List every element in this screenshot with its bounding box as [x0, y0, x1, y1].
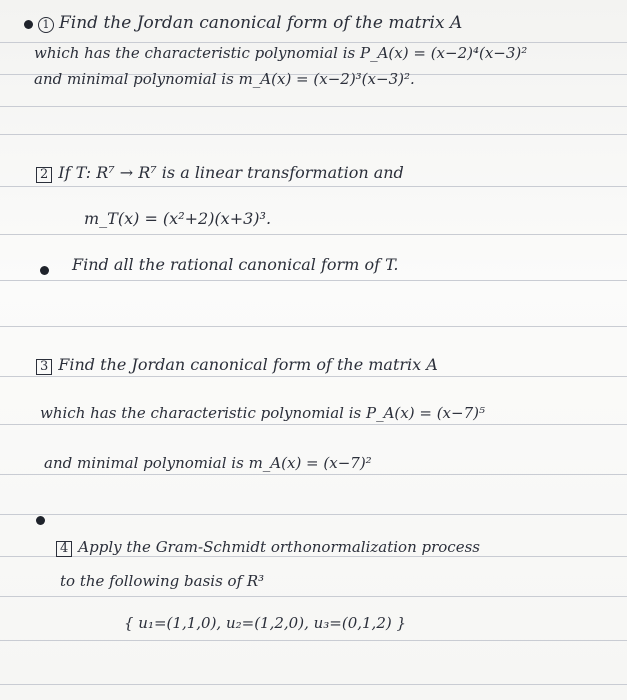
problem-2-line-3: Find all the rational canonical form of T.: [72, 255, 399, 274]
rule-line: [0, 326, 627, 327]
problem-4-line-2: to the following basis of R³: [60, 572, 265, 590]
problem-3-line-3: and minimal polynomial is m_A(x) = (x−7)²: [44, 454, 372, 472]
rule-line: [0, 424, 627, 425]
rule-line: [0, 234, 627, 235]
problem-2-line-1: [36, 164, 404, 183]
problem-2-text: If T: R⁷ → R⁷ is a linear transformation and: [58, 163, 404, 182]
problem-3-line-2: which has the characteristic polynomial is P_A(x) = (x−7)⁵: [40, 404, 485, 422]
problem-2-number: 2: [36, 167, 52, 183]
problem-1-number: 1: [38, 17, 54, 33]
problem-3-text: Find the Jordan canonical form of the matrix A: [58, 355, 438, 374]
rule-line: [0, 42, 627, 43]
bullet-mark: [40, 266, 49, 275]
bullet-mark: [24, 20, 33, 29]
problem-4-line-1: [56, 538, 480, 557]
rule-line: [0, 684, 627, 685]
rule-line: [0, 280, 627, 281]
problem-4-number: 4: [56, 541, 72, 557]
rule-line: [0, 640, 627, 641]
rule-line: [0, 376, 627, 377]
rule-line: [0, 596, 627, 597]
problem-4-line-3: { u₁=(1,1,0), u₂=(1,2,0), u₃=(0,1,2) }: [124, 614, 407, 632]
rule-line: [0, 134, 627, 135]
problem-4-text: Apply the Gram-Schmidt orthonormalization process: [78, 538, 480, 556]
bullet-mark: [36, 516, 45, 525]
problem-3-line-1: [36, 356, 438, 375]
rule-line: [0, 514, 627, 515]
rule-line: [0, 186, 627, 187]
rule-line: [0, 106, 627, 107]
problem-1-line-1: [38, 14, 462, 33]
problem-1-line-3: and minimal polynomial is m_A(x) = (x−2)³(x−3)².: [34, 70, 415, 88]
problem-2-line-2: m_T(x) = (x²+2)(x+3)³.: [84, 209, 272, 228]
problem-3-number: 3: [36, 359, 52, 375]
problem-1-line-2: which has the characteristic polynomial is P_A(x) = (x−2)⁴(x−3)²: [34, 44, 528, 62]
rule-line: [0, 474, 627, 475]
problem-1-text: Find the Jordan canonical form of the matrix A: [59, 13, 463, 33]
